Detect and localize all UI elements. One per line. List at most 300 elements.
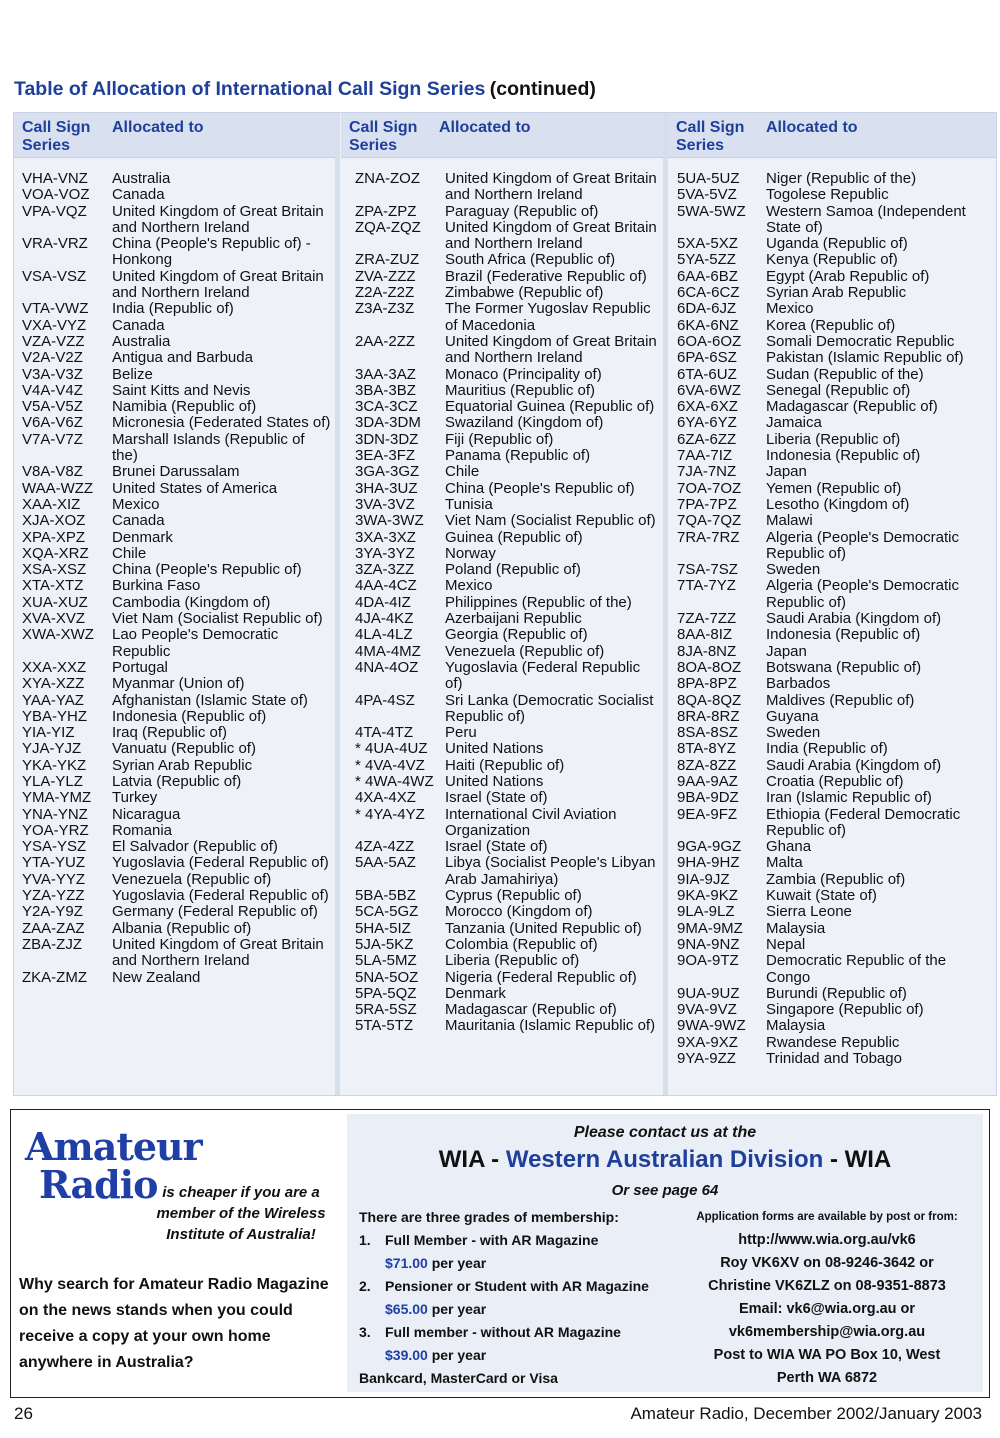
call-sign-series: 5CA-5GZ <box>355 903 419 921</box>
grade-price: $39.00 <box>385 1347 428 1363</box>
call-sign-series: 4NA-4OZ <box>355 658 419 676</box>
allocated-to: Portugal <box>112 658 168 676</box>
call-sign-series: 8QA-8QZ <box>677 691 742 709</box>
allocated-to: Norway <box>445 544 496 562</box>
table-row <box>14 513 335 529</box>
table-row <box>341 513 663 529</box>
allocated-to: Cyprus (Republic of) <box>445 887 582 905</box>
table-row <box>668 611 996 627</box>
allocated-to: Iraq (Republic of) <box>112 724 228 742</box>
allocated-to: Rwandese Republic <box>766 1033 900 1051</box>
allocated-to: The Former Yugoslav Republic of Macedonia <box>445 300 651 334</box>
table-row <box>14 611 335 627</box>
allocated-to: Yugoslavia (Federal Republic of) <box>112 887 329 905</box>
call-sign-series: VOA-VOZ <box>22 186 90 204</box>
call-sign-series: 6VA-6WZ <box>677 381 741 399</box>
allocated-to: Indonesia (Republic of) <box>112 707 267 725</box>
call-sign-series: 5XA-5XZ <box>677 235 738 253</box>
call-sign-series: 3AA-3AZ <box>355 365 416 383</box>
grade-number: 2. <box>359 1278 371 1294</box>
call-sign-series: YTA-YUZ <box>22 854 86 872</box>
table-column-3 <box>668 113 996 1095</box>
allocated-to: Indonesia (Republic of) <box>766 626 921 644</box>
allocated-to: Algeria (People's Democratic Republic of) <box>766 577 959 611</box>
allocated-to: Mauritius (Republic of) <box>445 381 596 399</box>
call-sign-series: 9EA-9FZ <box>677 805 738 823</box>
allocated-to: Fiji (Republic of) <box>445 430 554 448</box>
table-row <box>668 415 996 431</box>
per-year: per year <box>431 1347 487 1363</box>
allocated-to: Niger (Republic of the) <box>766 170 917 187</box>
allocated-to: Lesotho (Kingdom of) <box>766 495 910 513</box>
allocated-to: Lao People's Democratic Republic <box>112 626 279 660</box>
call-sign-series: XVA-XVZ <box>22 610 86 628</box>
allocated-to: China (People's Republic of) <box>445 479 635 497</box>
call-sign-series: 6YA-6YZ <box>677 414 737 432</box>
call-sign-series: 4MA-4MZ <box>355 642 421 660</box>
table-row <box>341 399 663 415</box>
call-sign-series: 8ZA-8ZZ <box>677 756 737 774</box>
table-row <box>668 252 996 268</box>
allocated-to: Latvia (Republic of) <box>112 772 242 790</box>
allocated-to: Namibia (Republic of) <box>112 398 257 416</box>
table-row <box>341 888 663 904</box>
header-allocated-to: Allocated to <box>112 119 204 136</box>
table-row <box>341 937 663 953</box>
table-row <box>668 1035 996 1051</box>
table-row <box>668 725 996 741</box>
call-sign-series: XTA-XTZ <box>22 577 84 595</box>
call-sign-series: 9HA-9HZ <box>677 854 740 872</box>
call-sign-series: 8JA-8NZ <box>677 642 737 660</box>
grade-1-price-line <box>359 1252 659 1275</box>
call-sign-series: 3DA-3DM <box>355 414 421 432</box>
table-row <box>341 839 663 855</box>
table-row <box>14 676 335 692</box>
allocated-to: Morocco (Kingdom of) <box>445 903 593 921</box>
table-row <box>14 790 335 806</box>
call-sign-series: 5JA-5KZ <box>355 935 414 953</box>
call-sign-series: WAA-WZZ <box>22 479 94 497</box>
call-sign-series: 3HA-3UZ <box>355 479 418 497</box>
table-row <box>14 432 335 465</box>
table-row <box>668 986 996 1002</box>
table-row <box>668 741 996 757</box>
allocated-to: Syrian Arab Republic <box>112 756 253 774</box>
call-sign-series: V6A-V6Z <box>22 414 83 432</box>
call-sign-series: 3DN-3DZ <box>355 430 419 448</box>
header-allocated-to: Allocated to <box>766 119 858 136</box>
allocated-to: United Kingdom of Great Britain and Northern Ireland <box>445 332 657 367</box>
allocated-to: Sri Lanka (Democratic Socialist Republic of) <box>445 691 654 725</box>
call-sign-series: 5VA-5VZ <box>677 186 737 204</box>
allocated-to: Singapore (Republic of) <box>766 1001 924 1019</box>
membership-advert <box>10 1109 990 1398</box>
allocated-to: Ethiopia (Federal Democratic Republic of) <box>766 805 961 839</box>
allocated-to: Marshall Islands (Republic of the) <box>112 430 305 465</box>
callsign-table <box>13 112 997 1096</box>
contact-roy: Roy VK6XV on 08-9246-3642 or <box>720 1255 934 1271</box>
grade-price: $65.00 <box>385 1301 428 1317</box>
allocated-to: Brazil (Federative Republic of) <box>445 267 647 285</box>
allocated-to: United States of America <box>112 479 278 497</box>
call-sign-series: 9OA-9TZ <box>677 952 739 970</box>
table-row <box>14 171 335 187</box>
table-row <box>668 513 996 529</box>
call-sign-series: VSA-VSZ <box>22 267 87 285</box>
allocated-to: Somali Democratic Republic <box>766 332 955 350</box>
call-sign-series: * 4WA-4WZ <box>355 772 434 790</box>
table-row <box>668 350 996 366</box>
allocated-to: India (Republic of) <box>766 740 888 758</box>
call-sign-series: 5HA-5IZ <box>355 919 411 937</box>
allocated-to: Denmark <box>445 984 506 1002</box>
call-sign-series: 7SA-7SZ <box>677 561 738 579</box>
call-sign-series: 7OA-7OZ <box>677 479 742 497</box>
call-sign-series: 7QA-7QZ <box>677 512 742 530</box>
allocated-to: Monaco (Principality of) <box>445 365 602 383</box>
call-sign-series: 5AA-5AZ <box>355 854 416 872</box>
grade-price: $71.00 <box>385 1255 428 1271</box>
table-row <box>14 595 335 611</box>
allocated-to: Micronesia (Federated States of) <box>112 414 331 432</box>
table-row <box>14 904 335 920</box>
allocated-to: Western Samoa (Independent State of) <box>766 202 966 236</box>
table-row <box>14 921 335 937</box>
allocated-to: Guinea (Republic of) <box>445 528 583 546</box>
table-row <box>668 921 996 937</box>
allocated-to: International Civil Aviation Organization <box>445 805 617 839</box>
call-sign-series: 3GA-3GZ <box>355 463 420 481</box>
table-row <box>668 904 996 920</box>
allocated-to: Kenya (Republic of) <box>766 251 898 269</box>
call-sign-series: 5RA-5SZ <box>355 1001 417 1019</box>
call-sign-series: 5UA-5UZ <box>677 170 740 187</box>
allocated-to: Saint Kitts and Nevis <box>112 381 251 399</box>
table-row <box>341 790 663 806</box>
division-name: Western Australian Division <box>505 1146 824 1173</box>
call-sign-series: YKA-YKZ <box>22 756 87 774</box>
table-row <box>341 693 663 726</box>
page-number: 26 <box>14 1404 33 1423</box>
table-row <box>668 187 996 203</box>
allocated-to: Canada <box>112 512 165 530</box>
call-sign-series: 3VA-3VZ <box>355 495 415 513</box>
table-row <box>668 855 996 871</box>
table-row <box>341 1018 663 1034</box>
per-year: per year <box>431 1301 487 1317</box>
table-column-2 <box>341 113 663 1095</box>
table-row <box>668 448 996 464</box>
allocated-to: Venezuela (Republic of) <box>445 642 605 660</box>
table-row <box>14 415 335 431</box>
call-sign-series: ZAA-ZAZ <box>22 919 85 937</box>
table-row <box>14 970 335 986</box>
email-line-2[interactable]: vk6membership@wia.org.au <box>728 1324 926 1340</box>
allocated-to: Egypt (Arab Republic of) <box>766 267 930 285</box>
allocated-to: Barbados <box>766 675 831 693</box>
allocated-to: Viet Nam (Socialist Republic of) <box>112 610 323 628</box>
call-sign-series: 9UA-9UZ <box>677 984 740 1002</box>
allocated-to: Malaysia <box>766 1017 826 1035</box>
allocated-to: China (People's Republic of) <box>112 561 302 579</box>
table-row <box>668 334 996 350</box>
allocated-to: Mexico <box>112 495 160 513</box>
allocated-to: Mexico <box>445 577 493 595</box>
call-sign-series: 6XA-6XZ <box>677 398 738 416</box>
table-row <box>668 578 996 611</box>
allocated-to: New Zealand <box>112 968 201 986</box>
table-row <box>668 301 996 317</box>
call-sign-series: * 4YA-4YZ <box>355 805 425 823</box>
call-sign-series: 8OA-8OZ <box>677 658 742 676</box>
allocated-to: Israel (State of) <box>445 789 548 807</box>
allocated-to: Nepal <box>766 935 806 953</box>
table-row <box>14 399 335 415</box>
allocated-to: Venezuela (Republic of) <box>112 870 272 888</box>
call-sign-series: ZVA-ZZZ <box>355 267 416 285</box>
table-row <box>341 758 663 774</box>
contact-christine: Christine VK6ZLZ on 08-9351-8873 <box>708 1278 946 1294</box>
table-row <box>341 367 663 383</box>
per-year: per year <box>431 1255 487 1271</box>
call-sign-series: XWA-XWZ <box>22 626 94 644</box>
table-row <box>668 1018 996 1034</box>
table-row <box>341 741 663 757</box>
allocated-to: Denmark <box>112 528 173 546</box>
call-sign-series: 8AA-8IZ <box>677 626 733 644</box>
allocated-to: Maldives (Republic of) <box>766 691 915 709</box>
call-sign-series: VHA-VNZ <box>22 170 88 187</box>
header-call-sign-series: Call Sign Series <box>349 119 418 154</box>
allocated-to: Algeria (People's Democratic Republic of) <box>766 528 959 562</box>
call-sign-series: 4TA-4TZ <box>355 724 414 742</box>
table-row <box>14 872 335 888</box>
allocated-to: Sweden <box>766 561 821 579</box>
allocated-to: Haiti (Republic of) <box>445 756 565 774</box>
postal-line-1: Post to WIA WA PO Box 10, West <box>713 1347 941 1363</box>
table-row <box>14 301 335 317</box>
call-sign-series: 9YA-9ZZ <box>677 1050 736 1068</box>
rows-column-2 <box>341 171 663 1035</box>
call-sign-series: 7PA-7PZ <box>677 495 737 513</box>
allocated-to: Albania (Republic of) <box>112 919 252 937</box>
call-sign-series: XYA-XZZ <box>22 675 85 693</box>
allocated-to: Malawi <box>766 512 813 530</box>
table-row <box>341 204 663 220</box>
table-row <box>341 269 663 285</box>
call-sign-series: XAA-XIZ <box>22 495 81 513</box>
allocated-to: Yugoslavia (Federal Republic of) <box>445 658 641 693</box>
allocated-to: Brunei Darussalam <box>112 463 240 481</box>
rows-column-1 <box>14 171 335 986</box>
allocated-to: Togolese Republic <box>766 186 889 204</box>
contact-heading: Please contact us at the <box>573 1124 757 1141</box>
call-sign-series: 3YA-3YZ <box>355 544 415 562</box>
table-row <box>14 481 335 497</box>
allocated-to: China (People's Republic of) - Honkong <box>112 235 311 269</box>
allocated-to: Afghanistan (Islamic State of) <box>112 691 308 709</box>
allocated-to: Peru <box>445 724 477 742</box>
call-sign-series: 5BA-5BZ <box>355 887 416 905</box>
call-sign-series: ZPA-ZPZ <box>355 202 417 220</box>
call-sign-series: VXA-VYZ <box>22 316 87 334</box>
allocated-to: Viet Nam (Socialist Republic of) <box>445 512 656 530</box>
allocated-to: Guyana <box>766 707 819 725</box>
column-separator <box>335 113 340 1095</box>
allocated-to: Zimbabwe (Republic of) <box>445 284 604 302</box>
header-call-sign-series: Call Sign Series <box>676 119 745 154</box>
table-row <box>341 383 663 399</box>
call-sign-series: XXA-XXZ <box>22 658 87 676</box>
call-sign-series: YLA-YLZ <box>22 772 83 790</box>
call-sign-series: 6TA-6UZ <box>677 365 737 383</box>
allocated-to: Antigua and Barbuda <box>112 349 253 367</box>
call-sign-series: YNA-YNZ <box>22 805 88 823</box>
allocated-to: United Kingdom of Great Britain and Northern Ireland <box>445 170 657 204</box>
logo-line-2: Radio <box>39 1162 158 1207</box>
grade-label: Full member - without AR Magazine <box>385 1324 621 1340</box>
column-header <box>341 113 663 158</box>
call-sign-series: 4PA-4SZ <box>355 691 415 709</box>
table-row <box>341 904 663 920</box>
call-sign-series: 9IA-9JZ <box>677 870 730 888</box>
email-line-1[interactable]: Email: vk6@wia.org.au or <box>738 1301 916 1317</box>
call-sign-series: V3A-V3Z <box>22 365 83 383</box>
allocated-to: Cambodia (Kingdom of) <box>112 593 271 611</box>
call-sign-series: Y2A-Y9Z <box>22 903 83 921</box>
call-sign-series: 6DA-6JZ <box>677 300 737 318</box>
call-sign-series: ZRA-ZUZ <box>355 251 420 269</box>
website-link[interactable]: http://www.wia.org.au/vk6 <box>738 1232 916 1248</box>
allocated-to: Swaziland (Kingdom of) <box>445 414 604 432</box>
call-sign-series: YVA-YYZ <box>22 870 86 888</box>
call-sign-series: 9WA-9WZ <box>677 1017 746 1035</box>
table-row <box>668 530 996 563</box>
table-row <box>341 171 663 204</box>
call-sign-series: 3WA-3WZ <box>355 512 424 530</box>
table-row <box>668 790 996 806</box>
postal-line-2: Perth WA 6872 <box>776 1370 878 1386</box>
allocated-to: Saudi Arabia (Kingdom of) <box>766 756 942 774</box>
allocated-to: Romania <box>112 821 173 839</box>
page-title <box>14 78 596 101</box>
allocated-to: Philippines (Republic of the) <box>445 593 632 611</box>
table-row <box>341 774 663 790</box>
call-sign-series: 5WA-5WZ <box>677 202 746 220</box>
payment-methods: Bankcard, MasterCard or Visa <box>359 1370 558 1386</box>
allocated-to: Saudi Arabia (Kingdom of) <box>766 610 942 628</box>
call-sign-series: 9XA-9XZ <box>677 1033 738 1051</box>
call-sign-series: ZNA-ZOZ <box>355 170 420 187</box>
see-page-note: Or see page 64 <box>611 1182 719 1199</box>
table-title-suffix: (continued) <box>489 78 596 100</box>
allocated-to: Poland (Republic of) <box>445 561 581 579</box>
call-sign-series: YZA-YZZ <box>22 887 85 905</box>
call-sign-series: XPA-XPZ <box>22 528 86 546</box>
allocated-to: South Africa (Republic of) <box>445 251 616 269</box>
table-row <box>668 236 996 252</box>
allocated-to: Senegal (Republic of) <box>766 381 911 399</box>
allocated-to: Georgia (Republic of) <box>445 626 588 644</box>
allocated-to: Vanuatu (Republic of) <box>112 740 256 758</box>
table-row <box>668 807 996 840</box>
table-row <box>668 285 996 301</box>
call-sign-series: V8A-V8Z <box>22 463 83 481</box>
grade-label: Pensioner or Student with AR Magazine <box>385 1278 649 1294</box>
table-row <box>341 1002 663 1018</box>
call-sign-series: ZBA-ZJZ <box>22 935 82 953</box>
wia-left: WIA - <box>438 1146 500 1173</box>
table-row <box>341 220 663 253</box>
allocated-to: Trinidad and Tobago <box>766 1050 902 1068</box>
table-row <box>341 611 663 627</box>
allocated-to: Syrian Arab Republic <box>766 284 907 302</box>
call-sign-series: YJA-YJZ <box>22 740 82 758</box>
call-sign-series: YSA-YSZ <box>22 838 87 856</box>
call-sign-series: 7JA-7NZ <box>677 463 737 481</box>
grade-label: Full Member - with AR Magazine <box>385 1232 599 1248</box>
allocated-to: Israel (State of) <box>445 838 548 856</box>
allocated-to: Chile <box>112 544 147 562</box>
call-sign-series: V2A-V2Z <box>22 349 83 367</box>
wia-right: - WIA <box>829 1146 892 1173</box>
call-sign-series: V5A-V5Z <box>22 398 83 416</box>
call-sign-series: 9GA-9GZ <box>677 838 742 856</box>
call-sign-series: 9VA-9VZ <box>677 1001 737 1019</box>
table-row <box>668 693 996 709</box>
table-row <box>341 627 663 643</box>
allocated-to: Sierra Leone <box>766 903 852 921</box>
call-sign-series: Z3A-Z3Z <box>355 300 415 318</box>
table-row <box>341 644 663 660</box>
table-row <box>341 301 663 334</box>
table-row <box>668 676 996 692</box>
allocated-to: Malaysia <box>766 919 826 937</box>
allocated-to: Mexico <box>766 300 814 318</box>
table-row <box>14 807 335 823</box>
table-row <box>668 562 996 578</box>
table-row <box>341 464 663 480</box>
call-sign-series: 4DA-4IZ <box>355 593 411 611</box>
table-row <box>668 1051 996 1067</box>
call-sign-series: 6KA-6NZ <box>677 316 739 334</box>
allocated-to: Burkina Faso <box>112 577 201 595</box>
allocated-to: Japan <box>766 463 807 481</box>
table-row <box>341 252 663 268</box>
allocated-to: Sweden <box>766 724 821 742</box>
call-sign-series: YIA-YIZ <box>22 724 75 742</box>
allocated-to: India (Republic of) <box>112 300 234 318</box>
table-row <box>668 888 996 904</box>
call-sign-series: XQA-XRZ <box>22 544 89 562</box>
table-row <box>14 823 335 839</box>
table-row <box>668 432 996 448</box>
allocated-to: United Kingdom of Great Britain and Northern Ireland <box>112 935 324 970</box>
table-row <box>14 758 335 774</box>
allocated-to: Liberia (Republic of) <box>445 952 580 970</box>
header-call-sign-series: Call Sign Series <box>22 119 91 154</box>
allocated-to: Malta <box>766 854 803 872</box>
grade-3-price-line <box>359 1344 659 1367</box>
call-sign-series: VTA-VWZ <box>22 300 89 318</box>
call-sign-series: 6AA-6BZ <box>677 267 738 285</box>
allocated-to: Nicaragua <box>112 805 181 823</box>
table-row <box>14 464 335 480</box>
table-row <box>668 269 996 285</box>
table-row <box>14 204 335 237</box>
table-row <box>668 383 996 399</box>
